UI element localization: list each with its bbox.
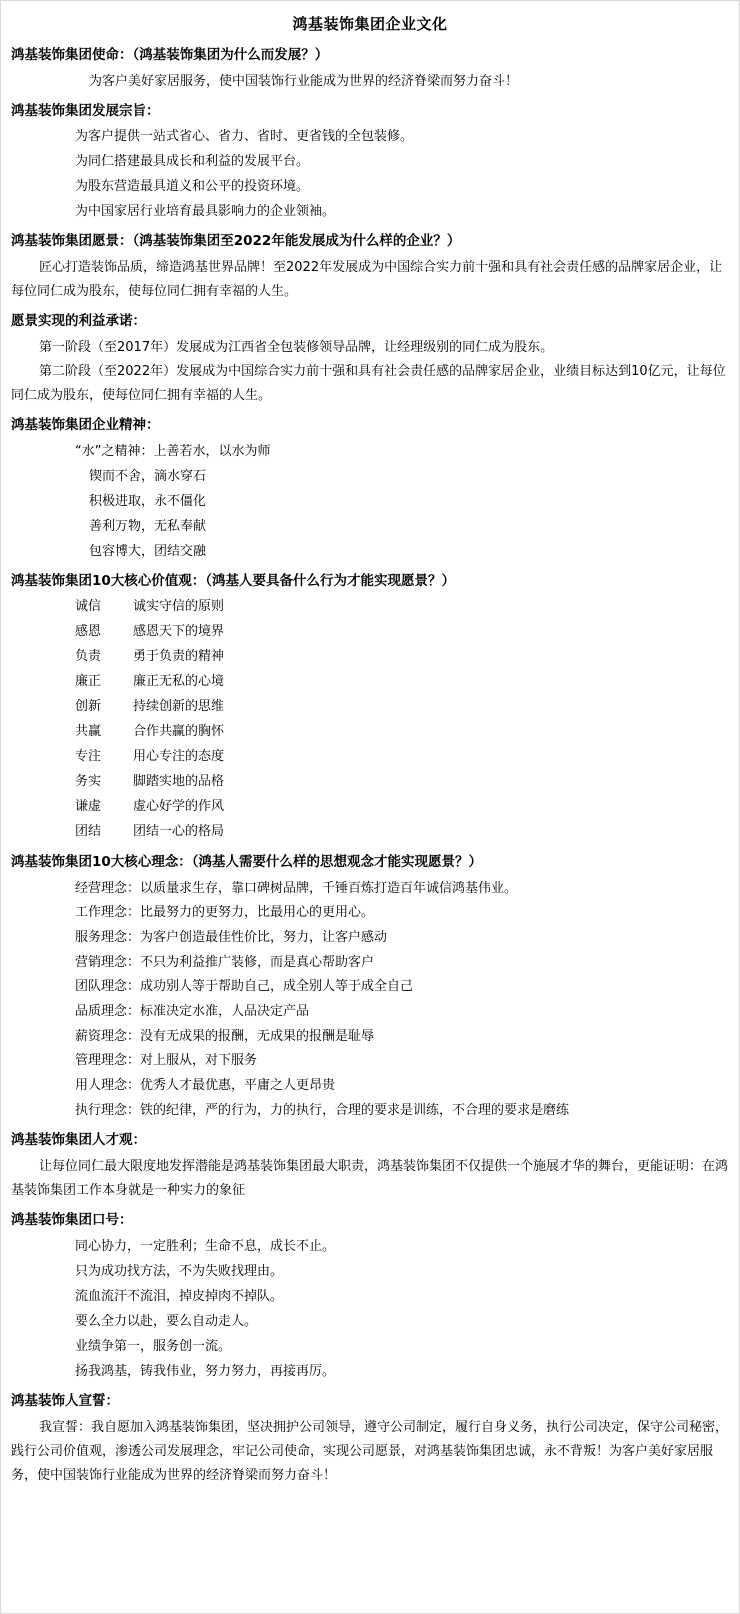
core-concept-name: 用人理念	[75, 1078, 128, 1094]
core-value-desc: 脚踏实地的品格	[133, 774, 225, 790]
section-heading-question: （鸿基人需要什么样的思想观念才能实现愿景？）	[191, 853, 483, 870]
core-concept-name: 团队理念	[75, 979, 128, 995]
core-concept-desc: 铁的纪律，严的行为，力的执行，合理的要求是训练，不合理的要求是磨练	[140, 1102, 570, 1118]
core-concept-separator: ：	[127, 929, 141, 945]
core-value-name: 务实	[75, 774, 102, 790]
purpose-line: 为中国家居行业培育最具影响力的企业领袖。	[75, 204, 336, 220]
core-value-item	[11, 595, 729, 620]
section-slogan	[11, 1209, 729, 1384]
section-heading-suffix: ：	[105, 1393, 119, 1410]
core-concept-item	[11, 877, 729, 902]
core-value-desc: 感恩天下的境界	[133, 624, 225, 640]
core-concept-name: 营销理念	[75, 954, 128, 970]
core-value-item	[11, 695, 729, 720]
section-heading-oath	[11, 1390, 729, 1414]
section-core-values	[11, 570, 729, 845]
core-concept-item	[11, 951, 729, 976]
core-concept-name: 薪资理念	[75, 1028, 128, 1044]
core-concept-desc: 比最努力的更努力，比最用心的更用心。	[140, 905, 375, 921]
core-concept-name: 管理理念	[75, 1053, 128, 1069]
spirit-line: 锲而不舍，滴水穿石	[89, 468, 207, 484]
purpose-line: 为客户提供一站式省心、省力、省时、更省钱的全包装修。	[75, 129, 414, 145]
slogan-line: 只为成功找方法，不为失败找理由。	[75, 1263, 284, 1279]
section-talent	[11, 1129, 729, 1203]
section-heading-spirit: 鸿基装饰集团企业精神：	[11, 416, 160, 433]
core-value-item	[11, 645, 729, 670]
core-value-name: 专注	[75, 749, 102, 765]
core-concept-separator: ：	[127, 905, 141, 921]
core-value-item	[11, 720, 729, 745]
core-concept-separator: ：	[127, 979, 141, 995]
core-value-name: 团结	[75, 824, 102, 840]
spirit-line: 积极进取，永不僵化	[89, 493, 207, 509]
core-concept-item	[11, 926, 729, 951]
core-value-name: 谦虚	[75, 799, 102, 815]
core-value-desc: 勇于负责的精神	[133, 649, 225, 665]
core-value-item	[11, 820, 729, 845]
slogan-line: 流血流汗不流泪，掉皮掉肉不掉队。	[75, 1288, 284, 1304]
slogan-line: 扬我鸿基，铸我伟业，努力努力，再接再厉。	[75, 1364, 336, 1380]
section-core-concepts	[11, 851, 729, 1124]
core-concept-name: 执行理念	[75, 1102, 128, 1118]
core-value-item	[11, 620, 729, 645]
core-concept-desc: 没有无成果的报酬，无成果的报酬是耻辱	[140, 1028, 375, 1044]
core-value-item	[11, 795, 729, 820]
core-concept-item	[11, 1074, 729, 1099]
core-value-desc: 用心专注的态度	[133, 749, 225, 765]
core-concept-item	[11, 901, 729, 926]
slogan-line: 同心协力，一定胜利；生命不息，成长不止。	[75, 1238, 336, 1254]
section-heading-purpose: 鸿基装饰集团发展宗旨：	[11, 102, 160, 119]
purpose-line: 为同仁搭建最具成长和利益的发展平台。	[75, 154, 310, 170]
core-value-item	[11, 770, 729, 795]
section-heading-vision	[11, 230, 729, 254]
section-purpose	[11, 100, 729, 225]
section-heading-question: （鸿基人要具备什么行为才能实现愿景？）	[205, 572, 456, 589]
section-heading-question: （鸿基装饰集团为什么而发展？）	[132, 47, 329, 63]
core-value-name: 负责	[75, 649, 102, 665]
section-heading-slogan: 鸿基装饰集团口号：	[11, 1212, 133, 1229]
core-value-desc: 持续创新的思维	[133, 699, 225, 715]
section-heading-mission	[11, 44, 729, 68]
section-heading-promise: 愿景实现的利益承诺：	[11, 313, 146, 330]
core-value-desc: 团结一心的格局	[133, 824, 225, 840]
mission-line: 为客户美好家居服务，使中国装饰行业能成为世界的经济脊梁而努力奋斗！	[89, 73, 519, 89]
spirit-line: 包容博大，团结交融	[89, 543, 207, 559]
core-concept-item	[11, 1000, 729, 1025]
core-concept-item	[11, 1025, 729, 1050]
core-concept-desc: 优秀人才最优惠，平庸之人更昂贵	[140, 1078, 336, 1094]
section-heading-core-values	[11, 570, 729, 594]
vision-paragraph: 匠心打造装饰品质，缔造鸿基世界品牌！至2022年发展成为中国综合实力前十强和具有社会责任感的品牌家居企业，让每位同仁成为股东，使每位同仁拥有幸福的人生。	[11, 260, 723, 300]
core-concept-separator: ：	[127, 1004, 141, 1020]
core-concept-separator: ：	[127, 1028, 141, 1044]
core-value-desc: 诚实守信的原则	[133, 599, 225, 615]
spirit-line: “水”之精神：上善若水，以水为师	[75, 443, 271, 459]
section-heading-core-concepts	[11, 851, 729, 875]
section-oath	[11, 1390, 729, 1488]
section-heading-text: 鸿基装饰人宣誓	[11, 1393, 106, 1410]
section-mission	[11, 44, 729, 94]
core-value-name: 共赢	[75, 724, 102, 740]
core-concept-name: 品质理念	[75, 1004, 128, 1020]
core-concept-desc: 标准决定水准，人品决定产品	[140, 1004, 310, 1020]
core-concept-item	[11, 1099, 729, 1124]
core-value-desc: 虚心好学的作风	[133, 799, 225, 815]
spirit-line: 善利万物，无私奉献	[89, 518, 207, 534]
section-heading-question: （鸿基装饰集团至2022年能发展成为什么样的企业？）	[132, 233, 461, 250]
core-concept-name: 工作理念	[75, 905, 128, 921]
core-value-name: 廉正	[75, 674, 102, 690]
section-heading-text: 鸿基装饰集团使命：	[11, 47, 133, 63]
section-vision	[11, 230, 729, 304]
core-concept-item	[11, 1049, 729, 1074]
core-concept-item	[11, 975, 729, 1000]
section-heading-text: 鸿基装饰集团愿景：	[11, 233, 133, 250]
core-concept-separator: ：	[127, 954, 141, 970]
page-title: 鸿基装饰集团企业文化	[292, 15, 448, 33]
section-heading-talent: 鸿基装饰集团人才观：	[11, 1132, 146, 1149]
section-spirit	[11, 414, 729, 564]
core-concept-desc: 不只为利益推广装修，而是真心帮助客户	[140, 954, 375, 970]
core-concept-name: 经营理念	[75, 880, 128, 896]
core-value-name: 诚信	[75, 599, 102, 615]
core-concept-separator: ：	[127, 1102, 141, 1118]
promise-line: 第二阶段（至2022年）发展成为中国综合实力前十强和具有社会责任感的品牌家居企业，业绩目标达到10亿元，让每位同仁成为股东，使每位同仁拥有幸福的人生。	[11, 363, 726, 403]
core-concept-separator: ：	[127, 880, 141, 896]
purpose-line: 为股东营造最具道义和公平的投资环境。	[75, 179, 310, 195]
promise-line: 第一阶段（至2017年）发展成为江西省全包装修领导品牌，让经理级别的同仁成为股东。	[39, 339, 554, 355]
core-value-desc: 廉正无私的心境	[133, 674, 225, 690]
oath-paragraph: 我宣誓：我自愿加入鸿基装饰集团，坚决拥护公司领导，遵守公司制定，履行自身义务，执行公司决定，保守公司秘密，践行公司价值观，渗透公司发展理念，牢记公司使命，实现公司愿景，对鸿基装饰集团忠诚，永不背叛！为客户美好家居服务，使中国装饰行业能成为世界的经济脊梁而努力奋斗！	[11, 1419, 729, 1483]
core-concept-name: 服务理念	[75, 929, 128, 945]
core-concept-desc: 以质量求生存，靠口碑树品牌，千锤百炼打造百年诚信鸿基伟业。	[140, 880, 518, 896]
core-concept-desc: 为客户创造最佳性价比，努力，让客户感动	[140, 929, 388, 945]
core-concept-desc: 对上服从，对下服务	[140, 1053, 258, 1069]
core-value-name: 创新	[75, 699, 102, 715]
section-promise	[11, 310, 729, 408]
core-concept-separator: ：	[127, 1053, 141, 1069]
core-concept-desc: 成功别人等于帮助自己，成全别人等于成全自己	[140, 979, 414, 995]
slogan-line: 要么全力以赴，要么自动走人。	[75, 1313, 258, 1329]
core-value-item	[11, 670, 729, 695]
core-concept-separator: ：	[127, 1078, 141, 1094]
section-heading-text: 鸿基装饰集团10大核心理念：	[11, 853, 192, 870]
section-heading-text: 鸿基装饰集团10大核心价值观：	[11, 572, 206, 589]
core-value-item	[11, 745, 729, 770]
slogan-line: 业绩争第一，服务创一流。	[75, 1339, 232, 1355]
talent-paragraph: 让每位同仁最大限度地发挥潜能是鸿基装饰集团最大职责，鸿基装饰集团不仅提供一个施展才华的舞台，更能证明：在鸿基装饰集团工作本身就是一种实力的象征	[11, 1159, 729, 1199]
core-value-name: 感恩	[75, 624, 102, 640]
core-value-desc: 合作共赢的胸怀	[133, 724, 225, 740]
